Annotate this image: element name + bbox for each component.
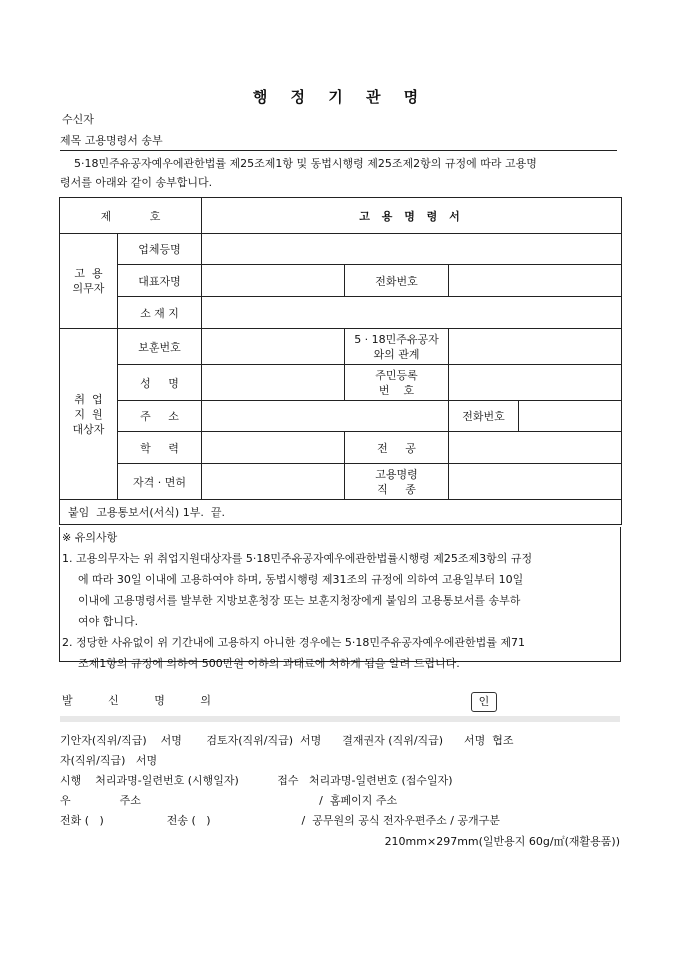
notes-heading: ※ 유의사항 <box>62 531 118 544</box>
rrn-label-2: 번 호 <box>378 383 415 397</box>
license-label: 자격 · 면허 <box>118 464 202 500</box>
name-label: 성 명 <box>118 365 202 401</box>
representative-label: 대표자명 <box>118 265 202 297</box>
relation-label-2: 와의 관계 <box>373 347 420 361</box>
employer-phone-value[interactable] <box>449 265 622 297</box>
note-1-line-a: 1. 고용의무자는 위 취업지원대상자를 5·18민주유공자예우에관한법률시행령 제25조제3항의 규정 <box>62 552 533 565</box>
relation-label <box>345 329 449 365</box>
address-value[interactable] <box>202 401 449 432</box>
employer-group-label-2: 의무자 <box>72 282 105 295</box>
education-label: 학 력 <box>118 432 202 464</box>
employer-group-label-1: 고 용 <box>74 267 103 280</box>
representative-value[interactable] <box>202 265 345 297</box>
job-type-label <box>345 464 449 500</box>
location-label: 소 재 지 <box>118 297 202 329</box>
subject-line: 제목 고용명령서 송부 <box>60 132 617 151</box>
veteran-no-label: 보훈번호 <box>118 329 202 365</box>
note-1-line-c: 이내에 고용명령서를 발부한 지방보훈청장 또는 보훈지청장에게 붙임의 고용통보서를 송부하 <box>78 594 521 607</box>
job-type-value[interactable] <box>449 464 622 500</box>
target-group-label-3: 대상자 <box>72 422 105 436</box>
recipient-label: 수신자 <box>62 113 94 126</box>
form-title: 고 용 명 령 서 <box>202 198 622 234</box>
note-2-line-a: 2. 정당한 사유없이 위 기간내에 고용하지 아니한 경우에는 5·18민주유공자예우에관한법률 제71 <box>62 636 525 649</box>
footer-approval-line-2: 자(직위/직급) 서명 <box>60 754 158 767</box>
doc-number-label: 제 호 <box>60 198 202 234</box>
intro-line-2: 령서를 아래와 같이 송부합니다. <box>60 176 213 189</box>
business-name-label: 업체등명 <box>118 234 202 265</box>
footer-block <box>60 731 624 831</box>
target-phone-label: 전화번호 <box>449 401 519 432</box>
note-2-line-b: 조제1항의 규정에 의하여 500만원 이하의 과태료에 처하게 됨을 알려 드립니다. <box>78 657 460 670</box>
rrn-label <box>345 365 449 401</box>
footer-contact-line: 전화 ( ) 전송 ( ) / 공무원의 공식 전자우편주소 / 공개구분 <box>60 814 500 827</box>
page-title: 행 정 기 관 명 <box>252 88 428 106</box>
seal-stamp: 인 <box>471 692 497 712</box>
address-label: 주 소 <box>118 401 202 432</box>
rrn-label-1: 주민등록 <box>375 368 418 382</box>
footer-execution-line: 시행 처리과명-일련번호 (시행일자) 접수 처리과명-일련번호 (접수일자) <box>60 774 453 787</box>
target-group-label <box>60 329 118 500</box>
footer-address-line: 우 주소 / 홈페이지 주소 <box>60 794 398 807</box>
target-phone-value[interactable] <box>519 401 622 432</box>
intro-paragraph <box>60 154 620 192</box>
business-name-value[interactable] <box>202 234 622 265</box>
license-value[interactable] <box>202 464 345 500</box>
name-value[interactable] <box>202 365 345 401</box>
divider-bar <box>60 716 620 722</box>
employer-group-label <box>60 234 118 329</box>
attachment-line: 붙임 고용통보서(서식) 1부. 끝. <box>60 500 622 525</box>
target-group-label-1: 취 업 <box>74 392 103 406</box>
employer-phone-label: 전화번호 <box>345 265 449 297</box>
note-1-line-d: 여야 합니다. <box>78 615 139 628</box>
rrn-value[interactable] <box>449 365 622 401</box>
paper-spec: 210mm×297mm(일반용지 60g/㎡(재활용품)) <box>384 835 620 848</box>
education-value[interactable] <box>202 432 345 464</box>
sender-label: 발 신 명 의 <box>62 694 227 707</box>
location-value[interactable] <box>202 297 622 329</box>
intro-line-1: 5·18민주유공자예우에관한법률 제25조제1항 및 동법시행령 제25조제2항의 규정에 따라 고용명 <box>74 157 537 170</box>
relation-label-1: 5 · 18민주유공자 <box>354 332 439 346</box>
footer-approval-line: 기안자(직위/직급) 서명 검토자(직위/직급) 서명 결재권자 (직위/직급) 서명 협조 <box>60 734 514 747</box>
order-form-table <box>59 197 622 525</box>
notes-box <box>59 527 621 670</box>
note-1-line-b: 에 따라 30일 이내에 고용하여야 하며, 동법시행령 제31조의 규정에 의하여 고용일부터 10일 <box>78 573 524 586</box>
veteran-no-value[interactable] <box>202 329 345 365</box>
major-label: 전 공 <box>345 432 449 464</box>
job-type-label-2: 직 종 <box>377 482 416 496</box>
job-type-label-1: 고용명령 <box>375 467 418 481</box>
target-group-label-2: 지 원 <box>74 407 103 421</box>
major-value[interactable] <box>449 432 622 464</box>
relation-value[interactable] <box>449 329 622 365</box>
